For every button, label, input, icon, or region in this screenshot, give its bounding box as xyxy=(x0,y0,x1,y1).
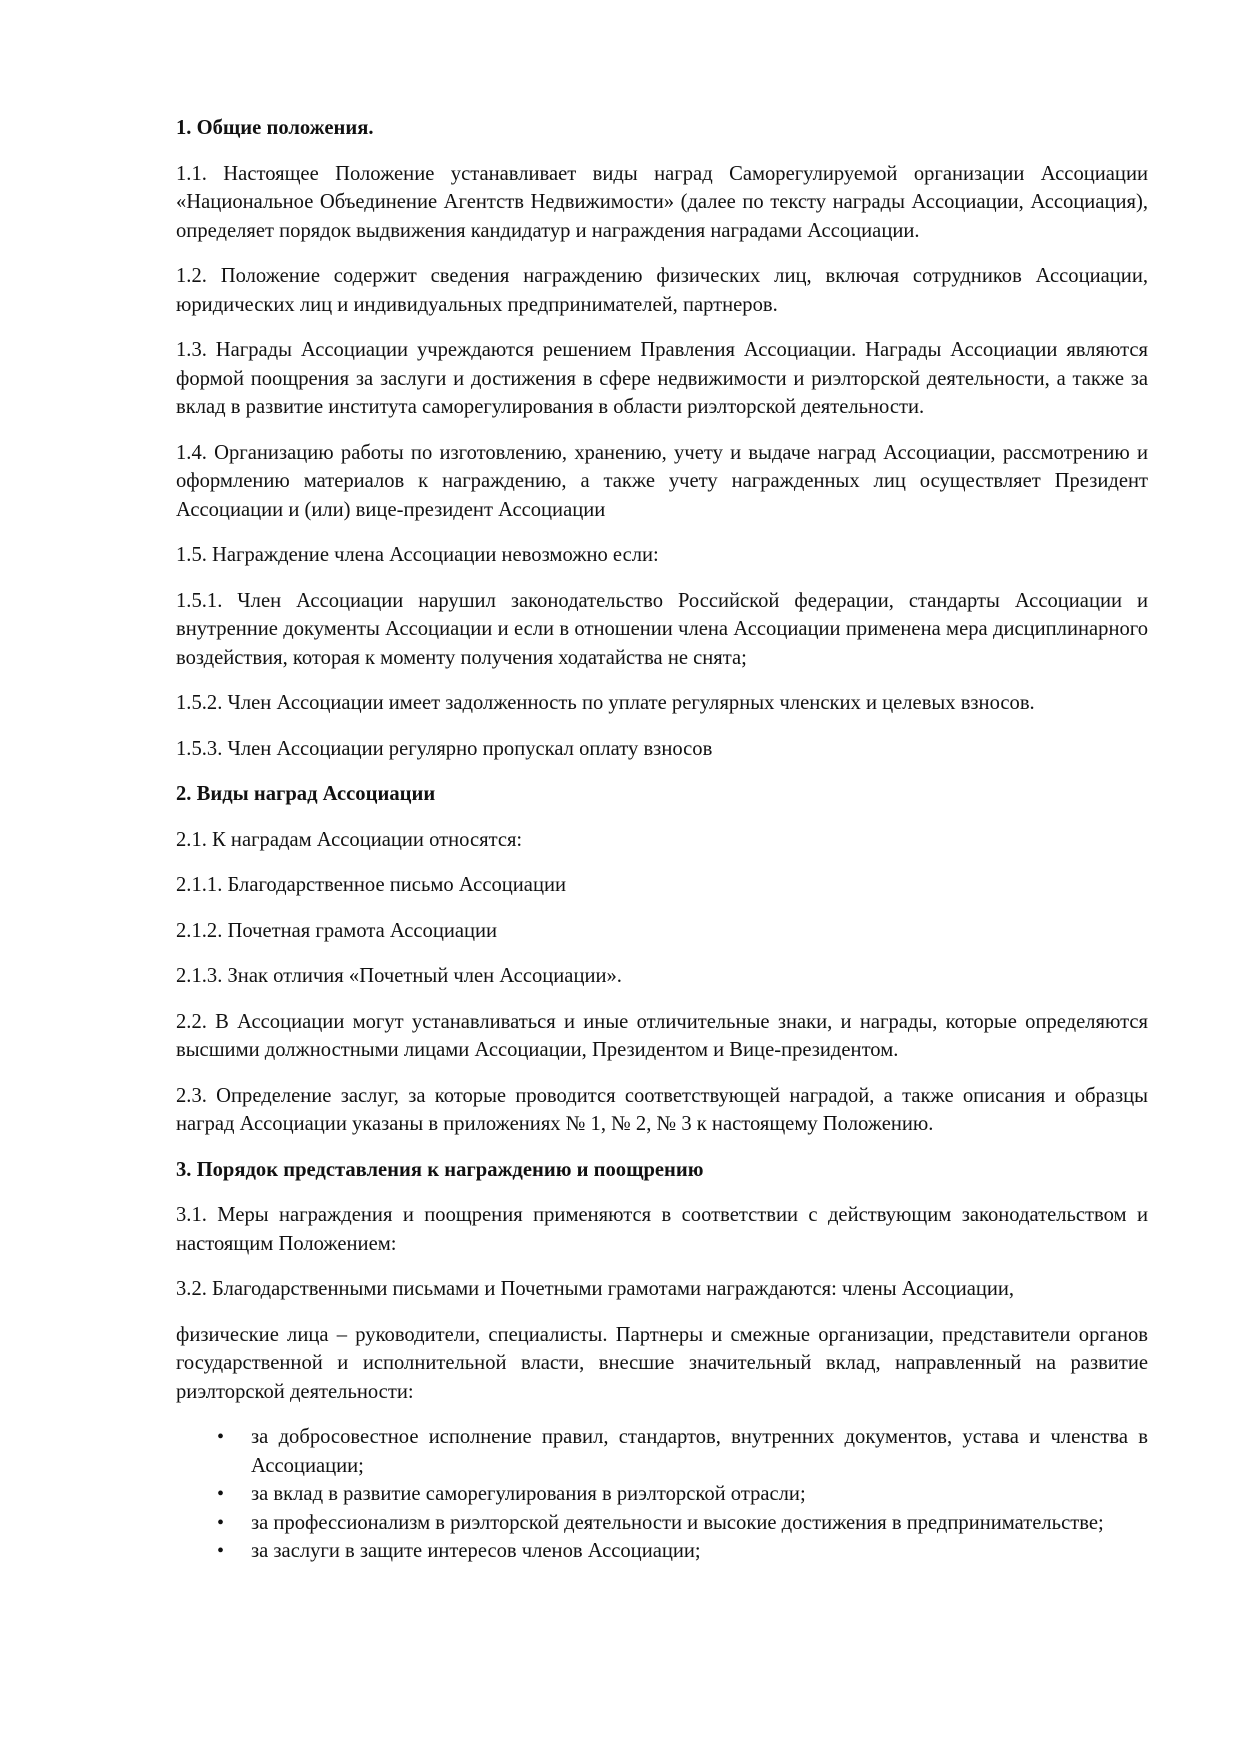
section-3-heading: 3. Порядок представления к награждению и поощрению xyxy=(176,1158,704,1181)
paragraph-3-2-continued: физические лица – руководители, специалисты. Партнеры и смежные организации, представители органов государственной и исполнительной власти, внесшие значительный вклад, направленный на развитие риэлторской деятельности: xyxy=(176,1323,1148,1403)
paragraph-2-1: 2.1. К наградам Ассоциации относятся: xyxy=(176,828,523,851)
paragraph-1-3: 1.3. Награды Ассоциации учреждаются решением Правления Ассоциации. Награды Ассоциации являются формой поощрения за заслуги и достижения в сфере недвижимости и риэлторской деятельности, а также за вклад в развитие института саморегулирования в области риэлторской деятельности. xyxy=(176,339,1148,418)
paragraph-2-1-2: 2.1.2. Почетная грамота Ассоциации xyxy=(176,919,498,942)
list-item xyxy=(176,1480,1148,1509)
awards-criteria-list xyxy=(176,1423,1148,1566)
paragraph-1-2: 1.2. Положение содержит сведения награждению физических лиц, включая сотрудников Ассоциации, юридических лиц и индивидуальных предпринимателей, партнеров. xyxy=(176,265,1148,316)
list-item xyxy=(176,1537,1148,1566)
list-item-text: за заслуги в защите интересов членов Ассоциации; xyxy=(251,1540,701,1562)
paragraph-3-2: 3.2. Благодарственными письмами и Почетными грамотами награждаются: члены Ассоциации, xyxy=(176,1278,1015,1300)
paragraph-2-2: 2.2. В Ассоциации могут устанавливаться и иные отличительные знаки, и награды, которые определяются высшими должностными лицами Ассоциации, Президентом и Вице-президентом. xyxy=(176,1010,1148,1061)
bullet-icon: • xyxy=(217,1483,225,1505)
bullet-icon: • xyxy=(217,1511,225,1534)
paragraph-1-4: 1.4. Организацию работы по изготовлению, хранению, учету и выдаче наград Ассоциации, рассмотрению и оформлению материалов к награждению, а также учету награжденных лиц осуществляет Президент Ассоциации и (или) вице-президент Ассоциации xyxy=(176,441,1148,521)
paragraph-2-3: 2.3. Определение заслуг, за которые проводится соответствующей наградой, а также описания и образцы наград Ассоциации указаны в приложениях № 1, № 2, № 3 к настоящему Положению. xyxy=(176,1084,1148,1135)
paragraph-1-5-2: 1.5.2. Член Ассоциации имеет задолженность по уплате регулярных членских и целевых взносов. xyxy=(176,692,1035,714)
bullet-icon: • xyxy=(217,1540,225,1562)
paragraph-1-1: 1.1. Настоящее Положение устанавливает виды наград Саморегулируемой организации Ассоциации «Национальное Объединение Агентств Недвижимости» (далее по тексту награды Ассоциации, Ассоциация), определяет порядок выдвижения кандидатур и награждения наградами Ассоциации. xyxy=(176,162,1148,242)
list-item xyxy=(176,1423,1148,1480)
paragraph-1-5-1: 1.5.1. Член Ассоциации нарушил законодательство Российской федерации, стандарты Ассоциации и внутренние документы Ассоциации и если в отношении члена Ассоциации применена мера дисциплинарного воздействия, которая к моменту получения ходатайства не снята; xyxy=(176,589,1148,669)
paragraph-3-1: 3.1. Меры награждения и поощрения применяются в соответствии с действующим законодательством и настоящим Положением: xyxy=(176,1204,1148,1255)
paragraph-2-1-1: 2.1.1. Благодарственное письмо Ассоциации xyxy=(176,874,567,896)
paragraph-1-5: 1.5. Награждение члена Ассоциации невозможно если: xyxy=(176,544,659,566)
list-item-text: за вклад в развитие саморегулирования в риэлторской отрасли; xyxy=(251,1483,806,1505)
bullet-icon: • xyxy=(217,1426,225,1448)
paragraph-1-5-3: 1.5.3. Член Ассоциации регулярно пропускал оплату взносов xyxy=(176,737,713,760)
section-1-heading: 1. Общие положения. xyxy=(176,117,374,139)
section-2-heading: 2. Виды наград Ассоциации xyxy=(176,783,436,805)
document-page xyxy=(176,114,1148,1566)
list-item-text: за добросовестное исполнение правил, стандартов, внутренних документов, устава и членства в Ассоциации; xyxy=(251,1426,1148,1477)
list-item-text: за профессионализм в риэлторской деятельности и высокие достижения в предпринимательстве; xyxy=(251,1511,1104,1534)
paragraph-2-1-3: 2.1.3. Знак отличия «Почетный член Ассоциации». xyxy=(176,965,622,987)
list-item xyxy=(176,1509,1148,1538)
